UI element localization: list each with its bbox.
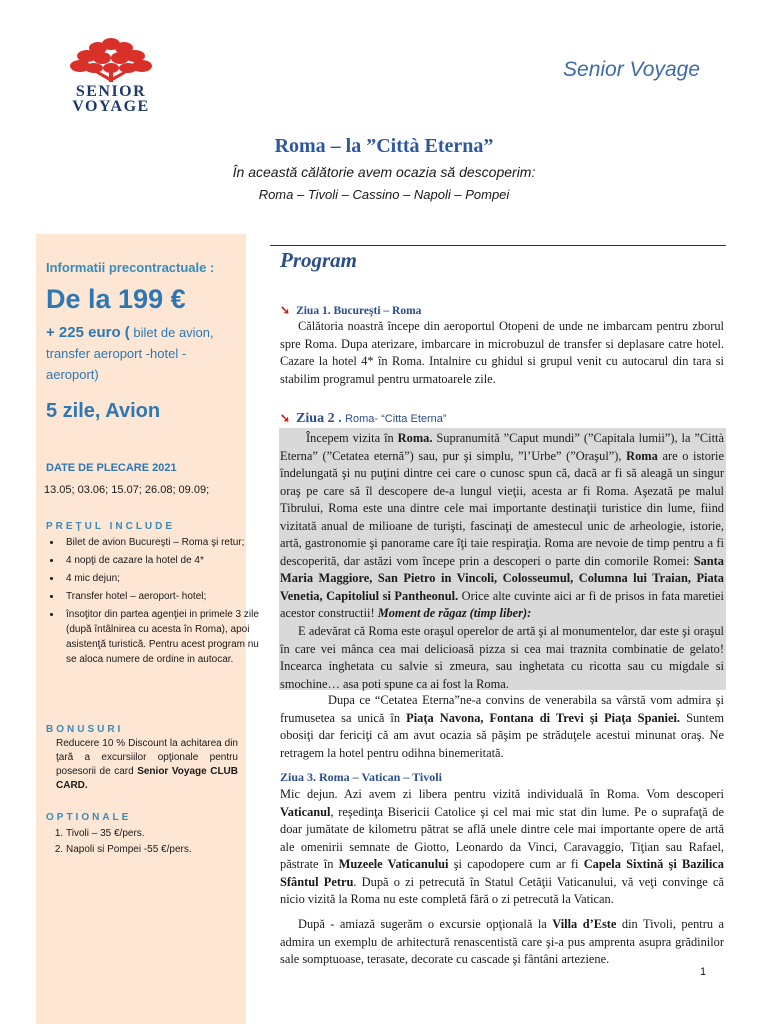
day-3-text	[280, 786, 724, 909]
dates-label: DATE DE PLECARE 2021	[46, 462, 177, 474]
program-heading: Program	[280, 248, 358, 272]
bonus-text	[56, 737, 238, 793]
list-item: 1. Tivoli – 35 €/pers.	[66, 826, 266, 842]
text-span: După - amiază sugerăm o excursie opţională la	[298, 917, 553, 931]
list-item: • 4 mic dejun;	[62, 571, 260, 586]
text-span: Începem vizita în	[306, 431, 398, 445]
text-span: şi capodopere cum ar fi	[448, 857, 584, 871]
options-label: OPTIONALE	[46, 812, 132, 823]
text-span: Dupa ce “Cetatea Eterna”ne-a convins de venerabila sa vârstă vom admira şi frumusetea sa unică în	[280, 693, 724, 725]
route-cities: Roma – Tivoli – Cassino – Napoli – Pompei	[258, 187, 510, 202]
text-bold: Capela Sixtină şi Bazilica Sfântul Petru	[280, 857, 724, 889]
text-span: . După o zi petrecută în Statul Cetăţii Vaticanului, vă veţi convinge că nicio vizită la Roma nu este completă fără o zi petrecută la Vatican.	[280, 874, 724, 906]
text-bold: Piaţa Navona, Fontana di Trevi şi Piaţa Spaniei.	[406, 710, 681, 725]
price-extra	[46, 322, 242, 385]
text-bold: Santa Maria Maggiore, San Pietro in Vincoli, Colosseumul, Columna lui Traian, Piata Venetia, Capitoliul si Pantheonul.	[280, 553, 724, 603]
trip-duration: 5 zile, Avion	[46, 400, 161, 422]
day-3-heading: Ziua 3. Roma – Vatican – Tivoli	[280, 770, 442, 784]
day-1-text: Călătoria noastră începe din aeroportul Otopeni de unde ne imbarcam pentru zborul spre Roma. Dupa aterizare, imbarcare in microbuzul de transfer si deplasare catre hotel. Cazare la hotel 4* în Roma. Intalnire cu ghidul si grupul venit cu autocarul din tara si stabilim programul pentru urmatoarele zile.	[280, 319, 724, 386]
info-label: Informatii precontractuale :	[46, 260, 215, 275]
day-1-heading	[280, 303, 421, 318]
text-bold: Vaticanul	[280, 804, 331, 819]
text-bold: Roma	[626, 448, 658, 463]
arrow-icon: ➘	[280, 411, 291, 425]
text-span: din Tivoli, pentru a admira un exemplu de arhitectură renascentistă care şi-a pus amprenta asupra grădinilor sale somptuoase, terasate, decorate cu cascade şi fântâni arteziene.	[280, 917, 724, 966]
arrow-icon: ➘	[280, 303, 291, 317]
list-item: • însoţitor din partea agenţiei in primele 3 zile (după întâlnirea cu acesta în Roma), apoi asistenţă turistică. Pentru acest program nu se aloca numere de ordine in autocar.	[62, 607, 260, 667]
club-card-name: Senior Voyage CLUB CARD.	[56, 766, 238, 791]
price-main: De la 199 €	[46, 284, 186, 314]
list-item: • Bilet de avion Bucureşti – Roma şi retur;	[62, 535, 260, 550]
day-3-text-2	[280, 916, 724, 969]
day-2-text-3	[280, 692, 724, 762]
page-number: 1	[700, 966, 707, 978]
text-span: are o istorie îndelungată şi nu puţini dintre cei care o cunosc spun că, dacă ar fi să aleagă un singur oraş pe care să îl descopere de-a lungul vieţii, acesta ar fi Roma. Aşezată pe malul Tibrului, Roma este una dintre cele mai importante destinaţii turistice din lume, fiind vizitată anual de milioane de turişti, fascinaţi de amestecul unic de arheologie, istorie, artă, gastronomie şi panorame care îţi taie respiraţia. Roma are nevoie de timp pentru a fi descoperită, dar astăzi vom începe prin a descoperi o parte din comorile Romei:	[280, 448, 724, 568]
day-2-text	[280, 430, 724, 623]
free-time-label: Moment de răgaz (timp liber):	[377, 606, 532, 620]
text-span: Mic dejun. Azi avem zi libera pentru vizită individuală în Roma. Vom descoperi	[280, 787, 724, 801]
page-subtitle: În această călătorie avem ocazia să descoperim:	[232, 164, 536, 180]
options-list	[36, 826, 266, 858]
price-extra-amount: + 225 euro (	[46, 324, 130, 341]
bonus-label: BONUSURI	[46, 724, 124, 735]
bonus-description: Reducere 10 % Discount la achitarea din ţară a excursiilor opţionale pentru posesorii de card	[56, 738, 238, 777]
list-item: 2. Napoli si Pompei -55 €/pers.	[66, 842, 266, 858]
page-title: Roma – la ”Città Eterna”	[274, 135, 494, 157]
day-2-heading	[280, 411, 447, 427]
departure-dates: 13.05; 03.06; 15.07; 26.08; 09.09;	[44, 484, 210, 496]
section-divider	[270, 245, 726, 246]
day-2-subtitle: Roma- “Citta Eterna”	[345, 413, 447, 425]
includes-label: PREŢUL INCLUDE	[46, 521, 176, 532]
text-span: Orice alte cuvinte aici ar fi de prisos in fata maretiei acestor constructii!	[280, 588, 724, 620]
text-bold: Roma.	[397, 431, 433, 445]
logo-line-1: SENIOR	[75, 83, 147, 100]
includes-list	[44, 535, 260, 670]
list-item: • 4 nopţi de cazare la hotel de 4*	[62, 553, 260, 568]
day-2-label: Ziua 2 .	[296, 411, 342, 426]
logo-line-2: VOYAGE	[72, 98, 150, 115]
day-2-text-2: E adevărat că Roma este oraşul operelor de artă şi al monumentelor, dar este şi oraşul în care vei mânca cea mai delicioasă pizza si cea mai traznita combinatie de gelato! Incearca inghetata cu salvie si zmeura, sau inghetata cu ricotta sau cu migdale si smochine… asa poti spune ca ai fost la Roma.	[280, 624, 724, 691]
price-extra-detail: bilet de avion, transfer aeroport -hotel - aeroport)	[46, 325, 214, 382]
brand-name: Senior Voyage	[563, 58, 700, 81]
logo-wordmark	[62, 84, 160, 114]
text-bold: Muzeele Vaticanului	[338, 857, 449, 871]
day-1-title: Ziua 1. Bucureşti – Roma	[296, 305, 422, 317]
text-span: Suntem obosiţi dar fericiţi că am avut ocazia să păşim pe străduţele acestui minunat oraş. Ne retragem la hotel pentru odihna binemeritată.	[280, 710, 724, 760]
text-span: Supranumită ”Caput mundi” (”Capitala lumii”), la ”Città Eterna” (”Cetatea eternă”) sau, pur şi simplu, ”l’Urbe” (”Oraşul”),	[280, 431, 724, 463]
text-bold: Villa d’Este	[552, 917, 617, 931]
list-item: • Transfer hotel – aeroport- hotel;	[62, 589, 260, 604]
text-span: , reşedinţa Bisericii Catolice şi cel mai mic stat din lume. Pe o suprafaţă de doar jumătate de kilometru pătrat se află unele dintre cele mai importante opere de artă ale omenirii semnate de Giotto, Leonardo da Vinci, Caravaggio, Tiţian sau Rafael, păstrate în	[280, 804, 724, 871]
